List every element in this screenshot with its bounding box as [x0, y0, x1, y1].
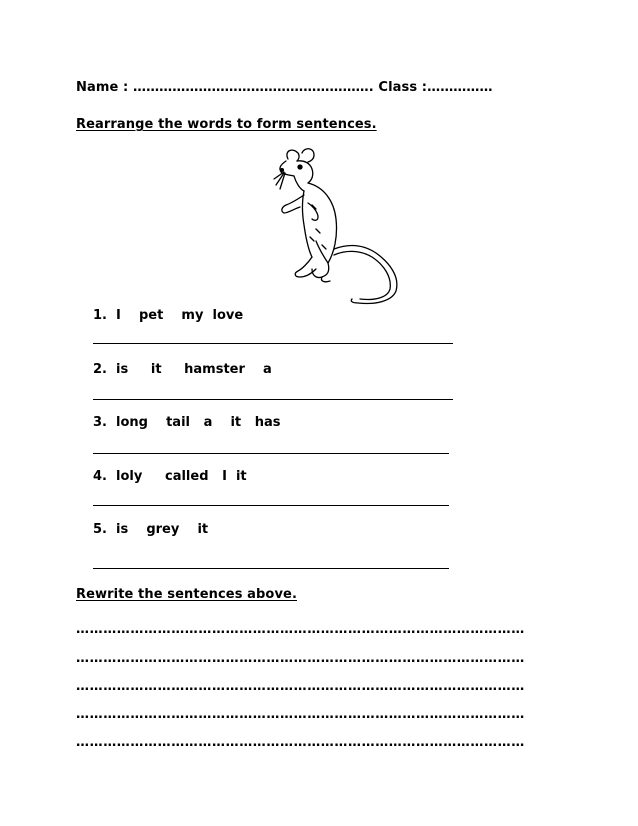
mouse-icon: [272, 145, 408, 307]
answer-line[interactable]: [93, 343, 453, 344]
dotted-answer-line[interactable]: ………………………………………………………………………………………: [76, 622, 525, 637]
answer-line[interactable]: [93, 399, 453, 400]
list-item: 2. is it hamster a: [93, 362, 272, 377]
dotted-answer-line[interactable]: ………………………………………………………………………………………: [76, 679, 525, 694]
dotted-answer-line[interactable]: ………………………………………………………………………………………: [76, 735, 525, 750]
rearrange-instruction: Rearrange the words to form sentences.: [76, 117, 377, 132]
answer-line[interactable]: [93, 453, 449, 454]
answer-line[interactable]: [93, 568, 449, 569]
list-item: 3. long tail a it has: [93, 415, 281, 430]
name-class-line: Name : ………………………………………………. Class :……………: [76, 80, 493, 95]
list-item: 4. loly called I it: [93, 469, 247, 484]
dotted-answer-line[interactable]: ………………………………………………………………………………………: [76, 651, 525, 666]
rewrite-instruction: Rewrite the sentences above.: [76, 587, 297, 602]
list-item: 1. I pet my love: [93, 308, 244, 323]
dotted-answer-line[interactable]: ………………………………………………………………………………………: [76, 707, 525, 722]
answer-line[interactable]: [93, 505, 449, 506]
list-item: 5. is grey it: [93, 522, 209, 537]
